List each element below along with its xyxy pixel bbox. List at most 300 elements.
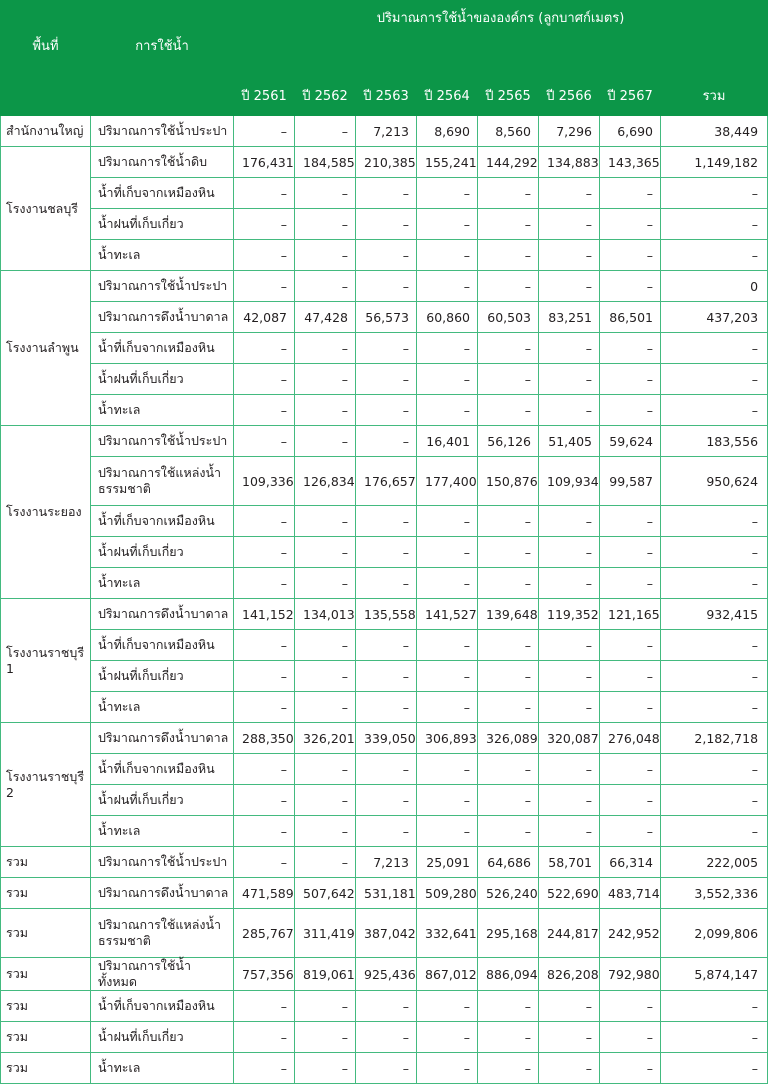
- row-total-cell: –: [661, 816, 768, 847]
- value-cell-year-2566: –: [539, 754, 600, 785]
- value-cell-year-2566: 83,251: [539, 302, 600, 333]
- value-cell-year-2561: –: [234, 240, 295, 271]
- value-cell-year-2566: 244,817: [539, 909, 600, 958]
- value-cell-year-2563: –: [356, 630, 417, 661]
- value-cell-year-2565: –: [478, 506, 539, 537]
- value-cell-year-2564: 867,012: [417, 958, 478, 991]
- row-total-cell: –: [661, 364, 768, 395]
- value-cell-year-2562: –: [295, 754, 356, 785]
- value-cell-year-2567: –: [600, 661, 661, 692]
- value-cell-year-2565: –: [478, 568, 539, 599]
- row-total-cell: –: [661, 568, 768, 599]
- value-cell-year-2563: –: [356, 785, 417, 816]
- row-total-cell: –: [661, 209, 768, 240]
- row-total-cell: 932,415: [661, 599, 768, 630]
- value-cell-year-2562: –: [295, 426, 356, 457]
- value-cell-year-2567: 66,314: [600, 847, 661, 878]
- table-row: [1, 878, 768, 909]
- area-cell: สำนักงานใหญ่: [1, 116, 91, 147]
- value-cell-year-2566: 7,296: [539, 116, 600, 147]
- value-cell-year-2567: 792,980: [600, 958, 661, 991]
- value-cell-year-2563: 135,558: [356, 599, 417, 630]
- usage-type-cell: น้ำทะเล: [91, 568, 234, 599]
- value-cell-year-2564: –: [417, 754, 478, 785]
- value-cell-year-2567: 121,165: [600, 599, 661, 630]
- value-cell-year-2563: –: [356, 506, 417, 537]
- value-cell-year-2563: –: [356, 426, 417, 457]
- table-row: [1, 271, 768, 302]
- value-cell-year-2563: –: [356, 209, 417, 240]
- value-cell-year-2562: 311,419: [295, 909, 356, 958]
- table-row: [1, 457, 768, 506]
- value-cell-year-2564: –: [417, 991, 478, 1022]
- value-cell-year-2565: 526,240: [478, 878, 539, 909]
- value-cell-year-2567: 99,587: [600, 457, 661, 506]
- value-cell-year-2561: –: [234, 395, 295, 426]
- value-cell-year-2567: –: [600, 178, 661, 209]
- value-cell-year-2565: –: [478, 178, 539, 209]
- area-cell: รวม: [1, 878, 91, 909]
- row-total-cell: –: [661, 1022, 768, 1053]
- value-cell-year-2561: 288,350: [234, 723, 295, 754]
- value-cell-year-2566: 58,701: [539, 847, 600, 878]
- row-total-cell: –: [661, 692, 768, 723]
- table-row: [1, 630, 768, 661]
- value-cell-year-2564: 16,401: [417, 426, 478, 457]
- table-row: [1, 1053, 768, 1084]
- value-cell-year-2567: –: [600, 395, 661, 426]
- value-cell-year-2567: –: [600, 1022, 661, 1053]
- value-cell-year-2561: –: [234, 692, 295, 723]
- row-total-cell: 2,182,718: [661, 723, 768, 754]
- value-cell-year-2566: –: [539, 537, 600, 568]
- table-row: [1, 506, 768, 537]
- value-cell-year-2564: –: [417, 271, 478, 302]
- value-cell-year-2561: –: [234, 785, 295, 816]
- row-total-cell: 950,624: [661, 457, 768, 506]
- value-cell-year-2566: 109,934: [539, 457, 600, 506]
- value-cell-year-2562: –: [295, 209, 356, 240]
- row-total-cell: –: [661, 506, 768, 537]
- value-cell-year-2564: –: [417, 692, 478, 723]
- value-cell-year-2563: 531,181: [356, 878, 417, 909]
- row-total-cell: 2,099,806: [661, 909, 768, 958]
- value-cell-year-2564: –: [417, 816, 478, 847]
- table-row: [1, 1022, 768, 1053]
- value-cell-year-2562: –: [295, 661, 356, 692]
- value-cell-year-2564: –: [417, 209, 478, 240]
- header-usage: การใช้น้ำ: [91, 1, 234, 116]
- header-row-title: [1, 1, 768, 37]
- usage-type-cell: น้ำทะเล: [91, 692, 234, 723]
- value-cell-year-2565: –: [478, 991, 539, 1022]
- usage-type-cell: น้ำที่เก็บจากเหมืองหิน: [91, 506, 234, 537]
- usage-type-cell: น้ำฝนที่เก็บเกี่ยว: [91, 661, 234, 692]
- area-cell: โรงงานระยอง: [1, 426, 91, 599]
- value-cell-year-2565: 56,126: [478, 426, 539, 457]
- value-cell-year-2562: –: [295, 178, 356, 209]
- usage-type-cell: ปริมาณการดึงน้ำบาดาล: [91, 878, 234, 909]
- usage-type-cell: ปริมาณการใช้น้ำประปา: [91, 847, 234, 878]
- value-cell-year-2564: 306,893: [417, 723, 478, 754]
- value-cell-year-2564: 141,527: [417, 599, 478, 630]
- value-cell-year-2564: –: [417, 785, 478, 816]
- value-cell-year-2567: –: [600, 209, 661, 240]
- value-cell-year-2562: 819,061: [295, 958, 356, 991]
- value-cell-year-2566: –: [539, 1053, 600, 1084]
- value-cell-year-2561: 42,087: [234, 302, 295, 333]
- value-cell-year-2562: –: [295, 506, 356, 537]
- header-year-2567: ปี 2567: [600, 37, 661, 116]
- area-cell: รวม: [1, 958, 91, 991]
- value-cell-year-2566: –: [539, 333, 600, 364]
- value-cell-year-2562: –: [295, 785, 356, 816]
- value-cell-year-2561: –: [234, 333, 295, 364]
- value-cell-year-2562: 507,642: [295, 878, 356, 909]
- value-cell-year-2562: –: [295, 991, 356, 1022]
- usage-type-cell: น้ำฝนที่เก็บเกี่ยว: [91, 209, 234, 240]
- table-row: [1, 847, 768, 878]
- usage-type-cell: ปริมาณการดึงน้ำบาดาล: [91, 302, 234, 333]
- value-cell-year-2561: –: [234, 537, 295, 568]
- row-total-cell: –: [661, 661, 768, 692]
- table-row: [1, 116, 768, 147]
- value-cell-year-2567: 59,624: [600, 426, 661, 457]
- row-total-cell: –: [661, 178, 768, 209]
- value-cell-year-2566: –: [539, 209, 600, 240]
- value-cell-year-2561: –: [234, 1053, 295, 1084]
- value-cell-year-2567: –: [600, 506, 661, 537]
- value-cell-year-2562: –: [295, 537, 356, 568]
- row-total-cell: 3,552,336: [661, 878, 768, 909]
- table-row: [1, 302, 768, 333]
- value-cell-year-2567: 6,690: [600, 116, 661, 147]
- usage-type-cell: ปริมาณการใช้น้ำประปา: [91, 116, 234, 147]
- value-cell-year-2565: 8,560: [478, 116, 539, 147]
- value-cell-year-2563: –: [356, 1022, 417, 1053]
- row-total-cell: 1,149,182: [661, 147, 768, 178]
- value-cell-year-2566: –: [539, 630, 600, 661]
- value-cell-year-2565: –: [478, 754, 539, 785]
- usage-type-cell: น้ำทะเล: [91, 395, 234, 426]
- area-cell: โรงงานราชบุรี 2: [1, 723, 91, 847]
- value-cell-year-2561: –: [234, 847, 295, 878]
- value-cell-year-2563: 176,657: [356, 457, 417, 506]
- value-cell-year-2563: –: [356, 754, 417, 785]
- value-cell-year-2565: 295,168: [478, 909, 539, 958]
- value-cell-year-2567: –: [600, 692, 661, 723]
- value-cell-year-2566: –: [539, 178, 600, 209]
- value-cell-year-2567: 483,714: [600, 878, 661, 909]
- value-cell-year-2566: –: [539, 816, 600, 847]
- usage-type-cell: ปริมาณการใช้น้ำประปา: [91, 271, 234, 302]
- value-cell-year-2563: –: [356, 364, 417, 395]
- table-row: [1, 816, 768, 847]
- value-cell-year-2567: 242,952: [600, 909, 661, 958]
- value-cell-year-2563: 339,050: [356, 723, 417, 754]
- value-cell-year-2567: –: [600, 754, 661, 785]
- table-row: [1, 785, 768, 816]
- value-cell-year-2564: –: [417, 537, 478, 568]
- value-cell-year-2567: –: [600, 1053, 661, 1084]
- usage-type-cell: น้ำทะเล: [91, 1053, 234, 1084]
- usage-type-cell: น้ำที่เก็บจากเหมืองหิน: [91, 630, 234, 661]
- table-header: [1, 1, 768, 116]
- value-cell-year-2561: –: [234, 209, 295, 240]
- value-cell-year-2563: 925,436: [356, 958, 417, 991]
- value-cell-year-2561: –: [234, 1022, 295, 1053]
- value-cell-year-2567: –: [600, 568, 661, 599]
- value-cell-year-2564: –: [417, 333, 478, 364]
- value-cell-year-2561: –: [234, 991, 295, 1022]
- header-year-2562: ปี 2562: [295, 37, 356, 116]
- value-cell-year-2563: 7,213: [356, 847, 417, 878]
- value-cell-year-2565: 64,686: [478, 847, 539, 878]
- row-total-cell: –: [661, 630, 768, 661]
- value-cell-year-2566: –: [539, 568, 600, 599]
- value-cell-year-2564: –: [417, 178, 478, 209]
- value-cell-year-2564: 332,641: [417, 909, 478, 958]
- row-total-cell: –: [661, 785, 768, 816]
- value-cell-year-2566: –: [539, 661, 600, 692]
- value-cell-year-2564: 60,860: [417, 302, 478, 333]
- value-cell-year-2565: –: [478, 661, 539, 692]
- value-cell-year-2561: –: [234, 816, 295, 847]
- usage-type-cell: น้ำที่เก็บจากเหมืองหิน: [91, 178, 234, 209]
- value-cell-year-2563: –: [356, 395, 417, 426]
- value-cell-year-2565: 150,876: [478, 457, 539, 506]
- value-cell-year-2565: –: [478, 1053, 539, 1084]
- row-total-cell: –: [661, 537, 768, 568]
- value-cell-year-2561: 757,356: [234, 958, 295, 991]
- table-row: [1, 754, 768, 785]
- value-cell-year-2564: –: [417, 1053, 478, 1084]
- value-cell-year-2565: –: [478, 209, 539, 240]
- usage-type-cell: น้ำฝนที่เก็บเกี่ยว: [91, 537, 234, 568]
- value-cell-year-2564: –: [417, 630, 478, 661]
- value-cell-year-2561: 285,767: [234, 909, 295, 958]
- header-title: ปริมาณการใช้น้ำขององค์กร (ลูกบาศก์เมตร): [234, 1, 768, 37]
- value-cell-year-2565: 60,503: [478, 302, 539, 333]
- area-cell: โรงงานชลบุรี: [1, 147, 91, 271]
- value-cell-year-2566: –: [539, 506, 600, 537]
- value-cell-year-2565: 139,648: [478, 599, 539, 630]
- value-cell-year-2567: –: [600, 991, 661, 1022]
- value-cell-year-2567: 86,501: [600, 302, 661, 333]
- usage-type-cell: ปริมาณการใช้น้ำทั้งหมด: [91, 958, 234, 991]
- value-cell-year-2564: –: [417, 506, 478, 537]
- header-year-2561: ปี 2561: [234, 37, 295, 116]
- value-cell-year-2562: 134,013: [295, 599, 356, 630]
- value-cell-year-2566: –: [539, 271, 600, 302]
- value-cell-year-2563: –: [356, 178, 417, 209]
- table-row: [1, 599, 768, 630]
- value-cell-year-2567: –: [600, 537, 661, 568]
- table-row: [1, 178, 768, 209]
- area-cell: รวม: [1, 991, 91, 1022]
- usage-type-cell: น้ำทะเล: [91, 816, 234, 847]
- value-cell-year-2567: –: [600, 333, 661, 364]
- value-cell-year-2566: –: [539, 785, 600, 816]
- table-row: [1, 991, 768, 1022]
- value-cell-year-2566: 134,883: [539, 147, 600, 178]
- value-cell-year-2562: –: [295, 271, 356, 302]
- value-cell-year-2561: –: [234, 506, 295, 537]
- row-total-cell: 5,874,147: [661, 958, 768, 991]
- value-cell-year-2561: –: [234, 178, 295, 209]
- value-cell-year-2565: –: [478, 692, 539, 723]
- value-cell-year-2561: 176,431: [234, 147, 295, 178]
- value-cell-year-2564: –: [417, 568, 478, 599]
- value-cell-year-2566: –: [539, 1022, 600, 1053]
- row-total-cell: –: [661, 1053, 768, 1084]
- value-cell-year-2563: –: [356, 568, 417, 599]
- usage-type-cell: ปริมาณการดึงน้ำบาดาล: [91, 723, 234, 754]
- usage-type-cell: ปริมาณการใช้แหล่งน้ำธรรมชาติ: [91, 457, 234, 506]
- table-row: [1, 723, 768, 754]
- value-cell-year-2567: –: [600, 240, 661, 271]
- value-cell-year-2561: –: [234, 271, 295, 302]
- table-row: [1, 909, 768, 958]
- header-area: พื้นที่: [1, 1, 91, 116]
- usage-type-cell: น้ำฝนที่เก็บเกี่ยว: [91, 785, 234, 816]
- usage-type-cell: น้ำที่เก็บจากเหมืองหิน: [91, 333, 234, 364]
- row-total-cell: 222,005: [661, 847, 768, 878]
- usage-type-cell: น้ำที่เก็บจากเหมืองหิน: [91, 991, 234, 1022]
- usage-type-cell: ปริมาณการใช้แหล่งน้ำธรรมชาติ: [91, 909, 234, 958]
- area-cell: รวม: [1, 909, 91, 958]
- value-cell-year-2562: 47,428: [295, 302, 356, 333]
- value-cell-year-2561: –: [234, 426, 295, 457]
- value-cell-year-2565: –: [478, 271, 539, 302]
- usage-type-cell: น้ำฝนที่เก็บเกี่ยว: [91, 364, 234, 395]
- value-cell-year-2565: 886,094: [478, 958, 539, 991]
- value-cell-year-2566: –: [539, 364, 600, 395]
- value-cell-year-2564: –: [417, 661, 478, 692]
- header-total: รวม: [661, 37, 768, 116]
- value-cell-year-2566: –: [539, 240, 600, 271]
- value-cell-year-2567: –: [600, 364, 661, 395]
- value-cell-year-2564: –: [417, 364, 478, 395]
- usage-type-cell: น้ำที่เก็บจากเหมืองหิน: [91, 754, 234, 785]
- value-cell-year-2562: –: [295, 1053, 356, 1084]
- value-cell-year-2562: 184,585: [295, 147, 356, 178]
- value-cell-year-2563: 387,042: [356, 909, 417, 958]
- value-cell-year-2561: 141,152: [234, 599, 295, 630]
- table-row: [1, 240, 768, 271]
- usage-type-cell: น้ำทะเล: [91, 240, 234, 271]
- value-cell-year-2561: –: [234, 568, 295, 599]
- row-total-cell: –: [661, 395, 768, 426]
- value-cell-year-2563: 7,213: [356, 116, 417, 147]
- value-cell-year-2563: 210,385: [356, 147, 417, 178]
- value-cell-year-2562: 326,201: [295, 723, 356, 754]
- usage-type-cell: ปริมาณการใช้น้ำประปา: [91, 426, 234, 457]
- row-total-cell: –: [661, 754, 768, 785]
- value-cell-year-2562: –: [295, 692, 356, 723]
- table-row: [1, 364, 768, 395]
- table-row: [1, 395, 768, 426]
- value-cell-year-2563: –: [356, 661, 417, 692]
- value-cell-year-2564: 155,241: [417, 147, 478, 178]
- area-cell: รวม: [1, 1053, 91, 1084]
- value-cell-year-2563: –: [356, 240, 417, 271]
- row-total-cell: –: [661, 333, 768, 364]
- value-cell-year-2561: –: [234, 661, 295, 692]
- value-cell-year-2562: –: [295, 630, 356, 661]
- value-cell-year-2562: –: [295, 847, 356, 878]
- row-total-cell: –: [661, 240, 768, 271]
- value-cell-year-2564: 8,690: [417, 116, 478, 147]
- table-row: [1, 333, 768, 364]
- value-cell-year-2563: –: [356, 1053, 417, 1084]
- usage-type-cell: ปริมาณการดึงน้ำบาดาล: [91, 599, 234, 630]
- value-cell-year-2563: –: [356, 333, 417, 364]
- value-cell-year-2563: –: [356, 271, 417, 302]
- value-cell-year-2566: –: [539, 395, 600, 426]
- header-year-2564: ปี 2564: [417, 37, 478, 116]
- table-row: [1, 692, 768, 723]
- value-cell-year-2564: –: [417, 395, 478, 426]
- table-row: [1, 426, 768, 457]
- value-cell-year-2563: –: [356, 991, 417, 1022]
- value-cell-year-2562: 126,834: [295, 457, 356, 506]
- table-row: [1, 958, 768, 991]
- value-cell-year-2562: –: [295, 1022, 356, 1053]
- header-year-2566: ปี 2566: [539, 37, 600, 116]
- value-cell-year-2566: 320,087: [539, 723, 600, 754]
- value-cell-year-2565: –: [478, 816, 539, 847]
- value-cell-year-2564: –: [417, 240, 478, 271]
- value-cell-year-2561: 471,589: [234, 878, 295, 909]
- value-cell-year-2566: 522,690: [539, 878, 600, 909]
- value-cell-year-2567: 143,365: [600, 147, 661, 178]
- value-cell-year-2565: 326,089: [478, 723, 539, 754]
- value-cell-year-2562: –: [295, 395, 356, 426]
- value-cell-year-2565: –: [478, 1022, 539, 1053]
- value-cell-year-2567: 276,048: [600, 723, 661, 754]
- value-cell-year-2567: –: [600, 816, 661, 847]
- table-row: [1, 568, 768, 599]
- row-total-cell: 437,203: [661, 302, 768, 333]
- value-cell-year-2562: –: [295, 240, 356, 271]
- row-total-cell: 38,449: [661, 116, 768, 147]
- value-cell-year-2562: –: [295, 116, 356, 147]
- value-cell-year-2564: 25,091: [417, 847, 478, 878]
- value-cell-year-2566: 119,352: [539, 599, 600, 630]
- row-total-cell: 0: [661, 271, 768, 302]
- usage-type-cell: ปริมาณการใช้น้ำดิบ: [91, 147, 234, 178]
- table-row: [1, 147, 768, 178]
- value-cell-year-2565: 144,292: [478, 147, 539, 178]
- value-cell-year-2564: –: [417, 1022, 478, 1053]
- value-cell-year-2561: 109,336: [234, 457, 295, 506]
- value-cell-year-2561: –: [234, 364, 295, 395]
- row-total-cell: 183,556: [661, 426, 768, 457]
- value-cell-year-2563: 56,573: [356, 302, 417, 333]
- value-cell-year-2561: –: [234, 630, 295, 661]
- row-total-cell: –: [661, 991, 768, 1022]
- value-cell-year-2566: 826,208: [539, 958, 600, 991]
- value-cell-year-2566: 51,405: [539, 426, 600, 457]
- table-row: [1, 537, 768, 568]
- table-body: [1, 116, 768, 1084]
- value-cell-year-2565: –: [478, 537, 539, 568]
- value-cell-year-2561: –: [234, 754, 295, 785]
- value-cell-year-2565: –: [478, 395, 539, 426]
- table-row: [1, 661, 768, 692]
- usage-type-cell: น้ำฝนที่เก็บเกี่ยว: [91, 1022, 234, 1053]
